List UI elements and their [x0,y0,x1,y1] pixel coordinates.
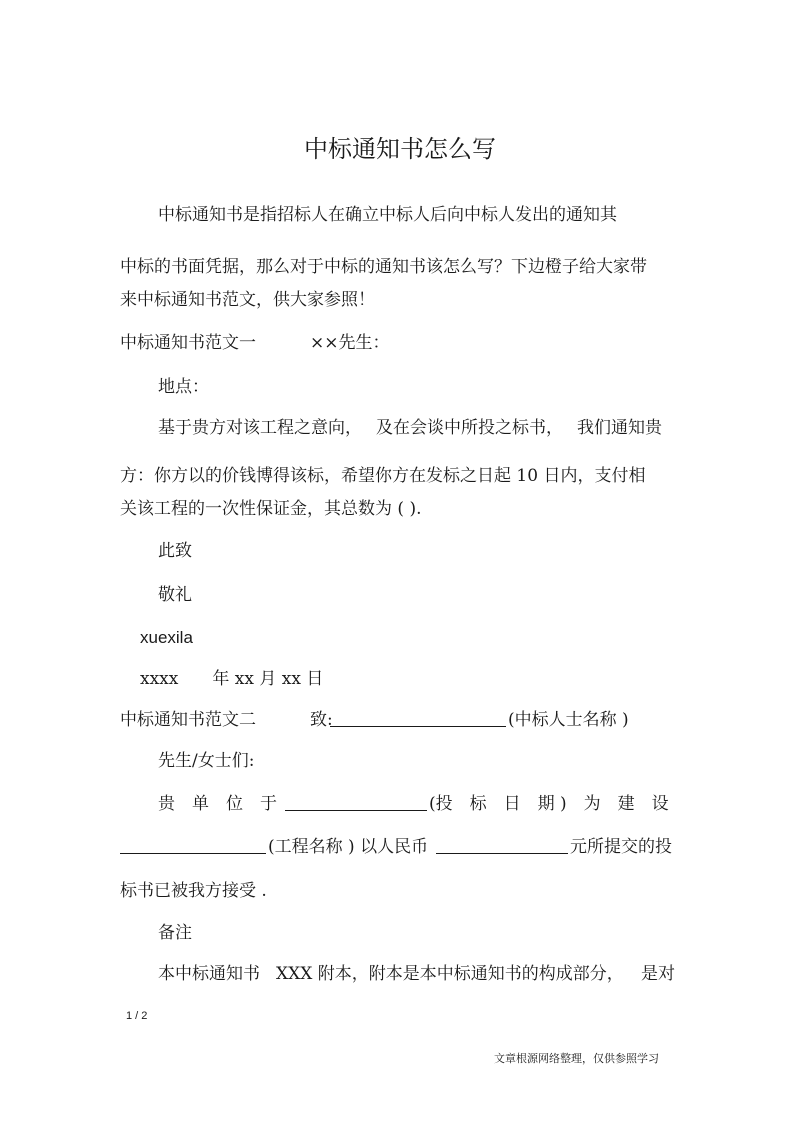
sample1-body-line-3: 关该工程的一次性保证金，其总数为 ( ). [120,499,422,519]
sample2-body-line-1b: (投 标 日 期 ) 为 建 设 [429,794,669,814]
sample2-heading: 中标通知书范文二 [120,710,256,730]
sample1-addressee: ××先生： [310,333,390,353]
sample1-body-line-2: 方：你方以的价钱博得该标，希望你方在发标之日起 10 日内，支付相 [120,466,646,486]
sample2-salutation: 先生/女士们: [158,751,255,771]
sample2-to-suffix: (中标人士名称 ) [508,710,629,730]
intro-line-3: 来中标通知书范文，供大家参照！ [120,290,375,310]
sample2-note-label: 备注 [158,923,192,943]
footer-note: 文章根源网络整理，仅供参照学习 [494,1052,659,1065]
sample2-body-line-2a: (工程名称 ) 以人民币 [268,837,429,857]
document-title: 中标通知书怎么写 [304,135,496,163]
sample2-note-line-b: XXX 附本，附本是本中标通知书的构成部分， [276,964,624,984]
sample2-project-blank [120,836,266,860]
sample2-amount-blank [436,836,568,860]
sample1-place: 地点： [158,377,209,397]
sample2-body-line-3: 标书已被我方接受 . [120,881,267,901]
sample1-signer: xuexila [140,628,193,647]
sample1-closing-2: 敬礼 [158,585,192,605]
intro-line-1: 中标通知书是指招标人在确立中标人后向中标人发出的通知其 [158,205,617,225]
sample1-body-line-1a: 基于贵方对该工程之意向， [158,418,362,438]
sample2-to-blank [330,709,506,733]
sample2-to-label: 致: [310,710,333,730]
sample2-body-line-2b: 元所提交的投 [570,837,672,857]
sample2-date-blank [285,793,427,817]
sample1-date: xxxx 年 xx 月 xx 日 [140,669,324,689]
sample2-note-line-c: 是对 [641,964,675,984]
sample1-closing-1: 此致 [158,541,192,561]
sample1-body-line-1c: 我们通知贵 [577,418,662,438]
intro-line-2: 中标的书面凭据，那么对于中标的通知书该怎么写？下边橙子给大家带 [120,257,647,277]
page-number: 1 / 2 [126,1010,148,1022]
sample1-body-line-1b: 及在会谈中所投之标书， [376,418,563,438]
sample1-heading: 中标通知书范文一 [120,333,256,353]
sample2-note-line-a: 本中标通知书 [158,964,260,984]
sample2-body-line-1a: 贵 单 位 于 [158,794,277,814]
